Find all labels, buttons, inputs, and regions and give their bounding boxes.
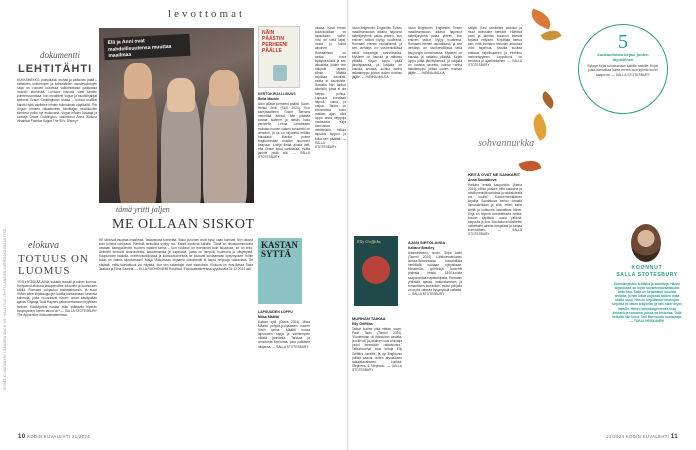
leaf-decoration xyxy=(540,26,561,45)
book-cover-1-title: NÄIN PÄÄSTIN PERHEENI PÄÄLLE xyxy=(262,30,288,54)
time-body: Aikaministeriö, suom. Sirpa Aalto (Tammi 2024). Lähitulevaisuuden Isossa-Britanniassa historiallisia henkilöitä tuodaan nykyaikaan. Ministeriön työntekijä huolehtii yhdestä heistä, 1840-luvulta saapuneesta napatutkijasta. Romaani yhdistää ajassa matkustamisen ja romanttisen komedian, mutta pohjalla on myös vakavia kysymyksiä vallasta. — SALLA STOTESBURY xyxy=(408,251,462,296)
circle-number: 5 xyxy=(618,31,628,53)
heroes-body: Haikara lentää kaupunkiin (Atena 2024). Mihin puskee nimi kaukana ja mistä pienistä sanoista ja rakkaudesta voi kuulla? Suomenvenäläinen kirjailija Soudakova kertoo omasta lapsuudestaan ja siitä, miten kaksi kieltä ja kulttuuria kasvattivat hänet. Kirja on täynnä tunnistettavia hetkiä: koulun käytäviä, uusia ystäviä, kaipuuta ja iloa. Soudakova käsittelee vaikeitakin aiheita lempeästi ja lukijaa kunnioittaen. — SALLA STOTESBURY xyxy=(468,183,522,237)
book2-body: Kastan sytä (Otava 2024). Miisa Määttä pohjois-pohjalaisen nuoren Viivin tarina. Määttä kuvaa lapsuuden rajoja ja vanhempien välistä jännitettä. Tarkkaa ja armotonta kerrontaa, joka palkitsee lukijansa. — SALLA STOTESBURY xyxy=(258,320,310,349)
leaf-decoration xyxy=(519,157,542,175)
footer-right-text: 21/2024 KODIN KUVALEHTI xyxy=(606,434,670,439)
book-cover-2-title: KASTAN SYTTÄ xyxy=(261,240,298,259)
leaf-decoration xyxy=(528,9,553,30)
book2-author: Miisa Määttä xyxy=(258,315,279,319)
side-credit: KUVAT KUVAPANKKI / SANDRA BACH VS. HALLITUS LEHTI LANGAN SIIRROSKUVAAJA ITSE... xyxy=(3,225,7,390)
documentary-category: dokumentti xyxy=(40,50,80,60)
book-cover-3-title: Elly Griffiths xyxy=(357,239,381,244)
column-6-body: luvun Brightonin, Englantiin. Toisen maailmansodan aikana hajonnut taiteilijaryhmä palaa yhteen, kun entinen taikuri löytyy kuolleena. Romaani etenee rauhallisesti, ja sen viehätys on sivuhenkilöissä sekä kaupungin tunnelmassa. Mysteeri on hauska ja ratkaisu yllättää. Kirjan loppu pitää jännityksessä, ja lukijalla on hauska seurata, kuinka vanha taikatemppu johtaa uuden murhan jäljille. — HANNA MAULA xyxy=(408,26,462,76)
footer-right xyxy=(606,434,678,440)
time-heading: AJAN SIRTOLAISIA xyxy=(408,240,446,245)
book1-category: KERTOKIRJALLISUUS xyxy=(258,92,296,96)
footer-left xyxy=(18,434,90,440)
leaf-decoration xyxy=(528,113,552,141)
column-5-body: luvun Brightonin, Englantiin. Toisen maailmansodan aikana hajonnut taiteilijaryhmä palaa yhteen, kun entinen taikuri löytyy kuolleena. Romaani etenee rauhallisesti, ja sen viehätys on sivuhenkilöissä sekä kaupungin tunnelmassa. Mysteeri on hauska ja ratkaisu yllättää. Kirjan loppu pitää jännityksessä, ja lukijalla on hauska seurata, kuinka vanha taikatemppu johtaa uuden murhan jäljille. — HANNA MAULA xyxy=(352,26,402,80)
film-body: YKSI HYÖKKÄÄ AINA, kukaan nuuskii ja toinen luomus. Hollywood-elokuva tasapainoilee totuuden ja luomuksen välillä. Romaani pohjautuu tositapahtumiin, ja nuori Vivian tulee kirjakauppojen kautta kohtaamaan tuhansia hahmoja, jotka muovaavat hänen omaa käsitystään ajasta. Ohjaaja Todd Haynes palaa kertomaan myyttisen tarinan. Käsikirjoitus nostaa esiin yllättävän kiperän kysymyksen: kenen tarina on? — SALLA STOTESBURY The Apprentice elokuvateattereissa. xyxy=(17,280,97,317)
book-cover-1 xyxy=(258,26,300,88)
author-avatar xyxy=(631,224,661,262)
compiled-by-label: KOONNUT xyxy=(631,265,663,271)
compiled-by-bio: Suomikirjaston kriitikko ja toimittaja. Hänen kirjastonsa on myös kuvanveistosaataulon äidin talo. Salla on kirjoittanut lukuisia arvioita, ja hän lukee nopeasti kaiken mikä käsiin osuu. Hän on kirjoittanut tietokirjan kirjoista ja niiden tekijöistä, ja hän lukee myös lapsille. Hänen suosikkigenrensa ovat dekkarit ja romaanit, joissa on historiaa. Tällä hetkellä hän lukee Toni Morrisonin romaaneja. — TARJA HEISKANEN xyxy=(612,282,682,323)
page-number-right: 11 xyxy=(670,434,678,440)
spine xyxy=(347,0,349,450)
photo-banner: Elli ja Anni ovat mahdollisuutensa muuttaa maailmaa xyxy=(103,34,190,60)
documentary-heading: LEHTITÄHTI xyxy=(18,63,93,75)
leaf-decoration xyxy=(539,91,558,109)
book-cover-3 xyxy=(354,236,398,306)
heroes-heading: KEITÄ OVAT NE SANKARIT xyxy=(468,172,521,177)
footer-left-text: KODIN KUVALEHTI 21/2024 xyxy=(27,434,90,439)
hero-handwritten: tämä yritti jaljen xyxy=(116,205,170,214)
five-books-circle xyxy=(578,24,668,114)
circle-sub: Syksyn kirjat tutustumaan kaikille naisille. Kirjat, jotka kannattaa lukea ennen kuin kylmät tuulet saapuvat. — SALLA STOTESBURY xyxy=(587,64,659,77)
book-cover-2 xyxy=(258,238,302,304)
film-category: elokuva xyxy=(28,240,60,251)
hero-heading: ME OLLAAN SISKOT xyxy=(112,217,255,232)
documentary-body: KUKKAMEKKO, paksukalat, mohair ja valkoinen paita – selkeiden uniformujen ja kekseliäiden asustevalintojen luoja on vuosien kuluessa vakiinnuttanut paikkansa muodin eturivissä. Lontoon hienosti vietti tähtien puheenvuoroissa, kun muotilehti Vogue ja muotikirjailijat kertovat Grace Coddingtonin urasta – kuinka malliksi haluttu tyttö vaeltelee lehden toimituksen käytäviltä. The Vogue: lehteen rakastuneen toimittajan muotikuvien kiehtova polku nyt elokuvana. Vogue-lehden kuvaaja ja tuottaja Grace Coddington, vakiintunut Anna Wintour vitsailivat Fashion Vogue The 90's, Disney+ xyxy=(17,78,97,123)
book2-category: LAPSUUDEN LOPPU xyxy=(258,310,293,314)
time-author: Kaliane Bradley xyxy=(408,246,435,250)
murder-author: Elly Griffiths xyxy=(352,322,373,326)
murder-heading: MURHAN TAIKAA xyxy=(352,316,386,321)
page-number-left: 10 xyxy=(18,434,26,440)
column-7-handwritten: sohvannurkka xyxy=(478,138,535,149)
column-7-body: sällytti. Käsi selviteltee taulukot ja muut tarinoiden henkilöt. Yllättävä juoni ja lämmin huumori tekevät kirjasta erityisen. Kirjoittaja kertoo sen, mitä ihmisten historian aukoissa voisi tapahtua. Sivuilta kuultaa rakkaus kirjallisuuteen ja intohimo menneisyyteen. Lopputulos on kiehtova ja ajankohtainen. — SALLA STOTESBURY xyxy=(468,26,522,67)
film-heading: TOTUUS ON LUOMUS xyxy=(18,253,89,277)
murder-body: Taikuri kuolee yhtä mittaa, suom. Pauli Tapio (Tammi 2024). "Kuolemaan oli mahdoton vastata, ja näin oli, ja jokainen uusi omistaja joutui tekemään ratkaisunsa." Taikurimurhat ovat tuttuja Elly Griffiths -faneille, ja nyt Brightonin poliisit saavat uuden arvoituksen ratkaistavakseen. Luokka: Stephens & Mephisto. — SALLA STOTESBURY xyxy=(352,327,402,372)
hero-body: HE tahtovat muuttaa maailmaa. Tasavahvaa toimintaa. Sisko ja toinen eivät kysy, vaan toimivat. Niin ulkona kuin kotona rohkeasti. Pienistä tarinoista syntyy iso. Kadut kuuluvat kaikille. Tämä on ilmastonmuutosta vastaan kamppailevien nuorten naisten tarina – kun rohkeus on enemmän kuin iskulause, se on teko. Aktivistit kertovat sisaruudesta, kasvamisesta ja kapinasta, jossa on lämpöä, huumoria ja väsymystä. Kaupunkien kaduilla, mielenosoituksissa ja kokoushuoneissa he joutuvat kohtaamaan kysymyksen: mihin kukin on valmis sitoutumaan? Malja Vilkkumaan ohjaama dokumentti ei tarjoa helppoja vastauksia. Se näyttää, miltä tulevaisuus voi näyttää, kun sen rakentajat ovat sisaruksia. Elokuva on ensi-illassa Sasa Jaakola ja Elina Saarela. — ELLA RUOHONIEMI Rosebud. Elokuvateattereissa syyskuusta 31.12.2024 asti. xyxy=(99,238,253,271)
heroes-author: Anna Soudakova xyxy=(468,178,497,182)
column-4-body: olussa. Kesä ennen kuutoluokkaa on tapauksien vaihe. Viivi on vielä lapsi, mutta jo kohta aikuinen. Romaanissa on tarkka kuva kyläyhteisöstä ja sen aikuisista, joiden teot näkyvät lapsen silmin. Määttä kirjoittaa kauniisti, mutta ei kaunistele. Samalla hän tarttuu aiheisiin, joista ei ole helppo puhua. Lapsuus kuvataan täynnä valoa ja varjoa. Tarina on kiinnostava koko matkan ajan, eikä loppu anna helppoja vastauksia. Kirja kannustaa miettimään, milloin lapsuus loppuu ja kuka sen päättää. — SALLA STOTESBURY xyxy=(315,26,346,149)
book1-author: Bella Mackie xyxy=(258,97,280,101)
compiled-by-name: SALLA STOTESBURY xyxy=(616,272,678,278)
circle-title: kuukautisista kirjaa, joiden täydellinen xyxy=(597,52,649,62)
section-title: levottomat xyxy=(168,8,246,20)
book1-body: Näin pääsin perheeni päältä. Suom. Heikki Sivill (S&S 2024). Kun karismaattinen Grace Bernard menettää äitinsä, hän päättää kostaa isälleen ja tämän koko perheelle. Leena Lehtolaisen mukaan nuoren naisen kostoretki on armoton, ja se on kirjoitettu erittäin hauskasti. Mackie pukee tragikomedian mustan huumorin kaapuun. Lukija tietää alusta asti, että Grace istuu vankilassa, mutta jännite pitää silti. — SALLA STOTESBURY xyxy=(258,102,310,160)
